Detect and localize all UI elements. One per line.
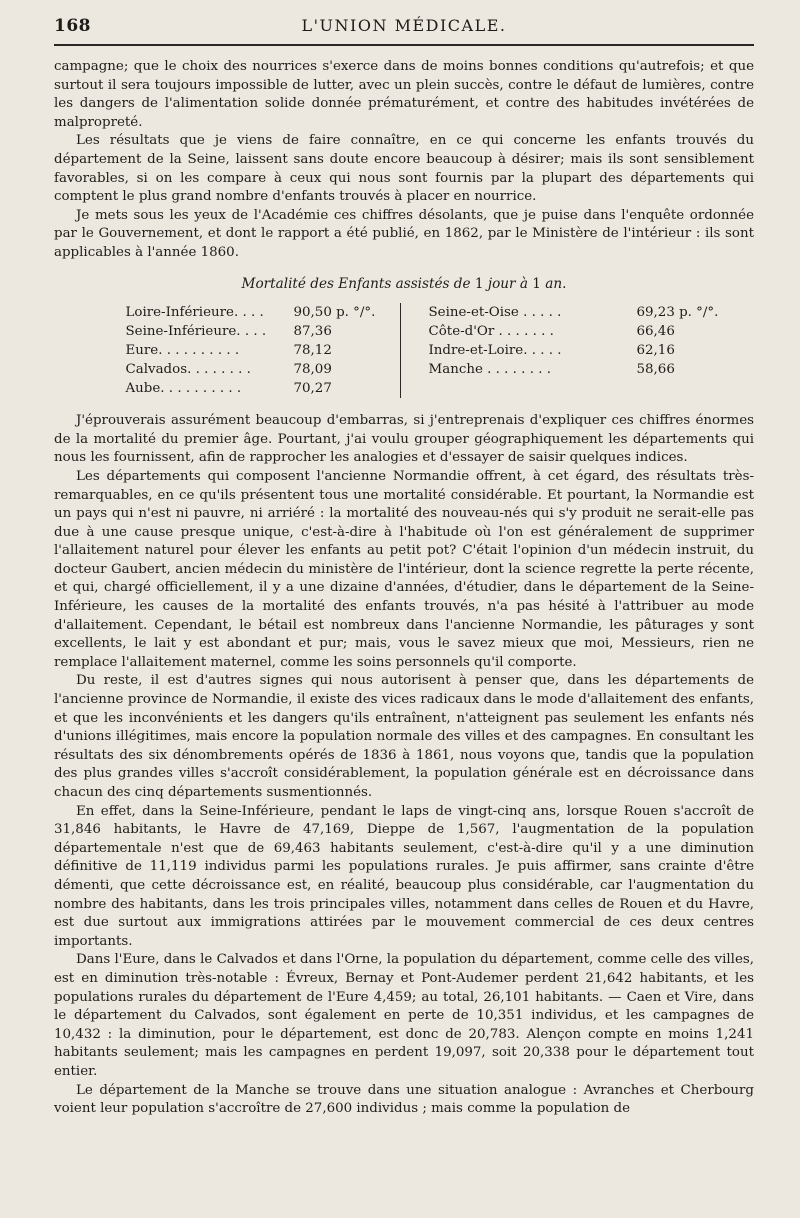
paragraph: Le département de la Manche se trouve dans une situation analogue : Avranches et Cherbourg voient leur population s'accroître de 27,600 individus ; mais comme la population de: [54, 1082, 754, 1117]
department-name: Indre-et-Loire. . . . .: [428, 343, 562, 359]
table-row: [80, 303, 386, 322]
table-row: [80, 360, 386, 379]
table-row: [429, 322, 729, 341]
department-name: Eure. . . . . . . . . .: [125, 343, 240, 359]
department-name: Manche . . . . . . . .: [428, 362, 551, 378]
mortality-value: 87,36: [293, 324, 332, 340]
department-name: Loire-Inférieure. . . .: [125, 305, 264, 321]
paragraph: Les départements qui composent l'ancienne Normandie offrent, à cet égard, des résultats très-remarquables, en ce qu'ils présentent tous une mortalité considérable. Et pourtant, la Normandie est un pays qui n'est ni pauvre, ni arriéré : la mortalité des nouveau-nés qui s'y produit ne serait-elle pas due à une cause presque unique, c'est-à-dire à l'habitude où l'on est généralement de supprimer l'allaitement naturel pour élever les enfants au petit pot? C'était l'opinion d'un médecin instruit, du docteur Gaubert, ancien médecin du ministère de l'intérieur, dont la science regrette la perte récente, et qui, chargé officiellement, il y a une dizaine d'années, d'étudier, dans le département de la Seine-Inférieure, les causes de la mortalité des enfants trouvés, n'a pas hésité à l'attribuer au mode d'allaitement. Cependant, le bétail est nombreux dans l'ancienne Normandie, les pâturages y sont excellents, le lait y est abondant et pur; mais, vous le savez mieux que moi, Messieurs, rien ne remplace l'allaitement maternel, comme les soins personnels qu'il comporte.: [54, 468, 754, 670]
article-body: [54, 58, 754, 1119]
paragraph: Du reste, il est d'autres signes qui nous autorisent à penser que, dans les départements de l'ancienne province de Normandie, il existe des vices radicaux dans le mode d'allaitement des enfants, et que les inconvénients et les dangers qu'ils entraînent, n'atteignent pas seulement les enfants nés d'unions illégitimes, mais encore la population normale des villes et des campagnes. En consultant les résultats des six dénombrements opérés de 1836 à 1861, nous voyons que, tandis que la population des plus grandes villes s'accroît considérablement, la population générale est en décroissance dans chacun des cinq départements susmentionnés.: [54, 673, 754, 800]
department-name: Seine-et-Oise . . . . .: [428, 305, 562, 321]
mortality-value: 62,16: [636, 343, 675, 359]
department-name: Seine-Inférieure. . . .: [125, 324, 267, 340]
page-header: [54, 16, 754, 44]
running-title: L'UNION MÉDICALE.: [301, 16, 507, 35]
paragraph: Les résultats que je viens de faire connaître, en ce qui concerne les enfants trouvés du département de la Seine, laissent sans doute encore beaucoup à désirer; mais ils sont sensiblement favorables, si on les compare à ceux qui nous sont fournis par la plupart des départements qui comptent le plus grand nombre d'enfants trouvés à placer en nourrice.: [54, 133, 754, 205]
mortality-value: 58,66: [636, 362, 675, 378]
department-name: Aube. . . . . . . . . .: [125, 381, 242, 397]
mortality-value: 69,23 p. °/°.: [636, 305, 719, 321]
paragraph: J'éprouverais assurément beaucoup d'embarras, si j'entreprenais d'expliquer ces chiffres énormes de la mortalité du premier âge. Pourtant, j'ai voulu grouper géographiquement les départements qui nous les fournissent, afin de rapprocher les analogies et d'essayer de saisir quelques indices.: [54, 413, 754, 466]
mortality-value: 90,50 p. °/°.: [293, 305, 376, 321]
table-row: [80, 341, 386, 360]
table-column-right: [401, 303, 729, 398]
table-title: Mortalité des Enfants assistés de 1 jour à 1 an.: [241, 275, 567, 292]
paragraph: En effet, dans la Seine-Inférieure, pendant le laps de vingt-cinq ans, lorsque Rouen s'accroît de 31,846 habitants, le Havre de 47,169, Dieppe de 1,567, l'augmentation de la population départementale n'est que de 69,463 habitants seulement, c'est-à-dire qu'il y a une diminution définitive de 11,119 individus parmi les populations rurales. Je puis affirmer, sans crainte d'être démenti, que cette décroissance est, en réalité, beaucoup plus considérable, car l'augmentation du nombre des habitants, dans les trois principales villes, notamment dans celles de Rouen et du Havre, est due surtout aux immigrations attirées par le mouvement commercial de ces deux centres importants.: [54, 803, 754, 949]
department-name: Côte-d'Or . . . . . . .: [428, 324, 554, 340]
table-column-left: [80, 303, 401, 398]
page-number: 168: [54, 16, 91, 36]
table-row: [429, 360, 729, 379]
paragraph: campagne; que le choix des nourrices s'exerce dans de moins bonnes conditions qu'autrefois; et que surtout il sera toujours impossible de lutter, avec un plein succès, contre le défaut de lumières, contre les dangers de l'alimentation solide donnée prématurément, et contre des habitudes invétérées de malpropreté.: [54, 59, 754, 130]
table-row: [80, 379, 386, 398]
mortality-value: 78,12: [293, 343, 332, 359]
paragraph: Je mets sous les yeux de l'Académie ces chiffres désolants, que je puise dans l'enquête ordonnée par le Gouvernement, et dont le rapport a été publié, en 1862, par le Ministère de l'intérieur : ils sont applicables à l'année 1860.: [54, 207, 754, 260]
table-row: [80, 322, 386, 341]
department-name: Calvados. . . . . . . .: [125, 362, 251, 378]
table-row: [429, 303, 729, 322]
mortality-value: 66,46: [636, 324, 675, 340]
paragraph: Dans l'Eure, dans le Calvados et dans l'Orne, la population du département, comme celle des villes, est en diminution très-notable : Évreux, Bernay et Pont-Audemer perdent 21,642 habitants, et les populations rurales du département de l'Eure 4,459; au total, 26,101 habitants. — Caen et Vire, dans le département du Calvados, sont également en perte de 10,351 individus, et les campagnes de 10,432 : la diminution, pour le département, est donc de 20,783. Alençon compte en moins 1,241 habitants seulement; mais les campagnes en perdent 19,097, soit 20,338 pour le département tout entier.: [54, 952, 754, 1079]
table-row: [429, 341, 729, 360]
mortality-table: [54, 303, 754, 398]
header-rule: [54, 44, 754, 46]
mortality-value: 70,27: [293, 381, 332, 397]
mortality-value: 78,09: [293, 362, 332, 378]
